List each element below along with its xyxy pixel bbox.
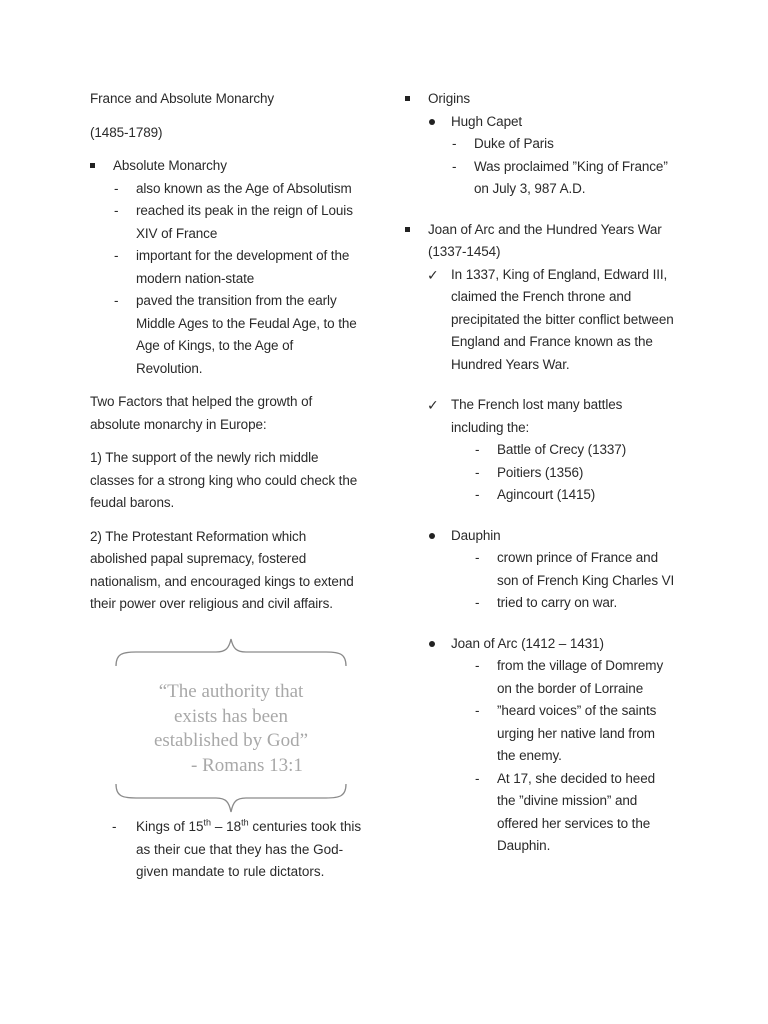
factor-two xyxy=(90,526,365,616)
bottom-brace-decoration xyxy=(112,782,350,816)
line: offered her services to the xyxy=(497,815,651,831)
line: their power over religious and civil affairs. xyxy=(90,596,333,611)
list-item xyxy=(90,816,365,884)
line: 2) The Protestant Reformation which xyxy=(90,528,307,544)
absolute-monarchy-heading xyxy=(90,155,365,178)
quote-source: - Romans 13:1 xyxy=(191,754,303,776)
dash-bullet: - xyxy=(114,180,119,196)
line: Poitiers (1356) xyxy=(497,464,584,480)
list-item xyxy=(405,592,695,615)
line: son of French King Charles VI xyxy=(497,572,675,588)
list-item xyxy=(405,547,695,592)
factors-intro xyxy=(90,391,365,436)
dash-bullet: - xyxy=(114,293,119,308)
line: claimed the French throne and xyxy=(451,289,632,304)
line: on the border of Lorraine xyxy=(497,680,644,696)
line: as their cue that they has the God- xyxy=(136,841,344,857)
line: on July 3, 987 A.D. xyxy=(474,181,586,196)
date-range: (1485-1789) xyxy=(90,124,163,140)
list-item xyxy=(405,156,695,201)
dash-bullet: - xyxy=(475,770,480,786)
line: Two Factors that helped the growth of xyxy=(90,394,313,409)
text-run: Kings of 15 xyxy=(136,819,204,834)
dash-bullet: - xyxy=(452,158,457,174)
text-run: – 18 xyxy=(211,819,242,834)
heading-text: Absolute Monarchy xyxy=(113,158,227,173)
line: At 17, she decided to heed xyxy=(497,770,656,786)
list-item xyxy=(405,768,695,858)
list-item xyxy=(90,245,365,290)
dash-bullet: - xyxy=(475,442,480,457)
line: paved the transition from the early xyxy=(136,293,337,308)
list-item xyxy=(405,484,695,507)
dash-bullet: - xyxy=(475,487,480,502)
item-text: Joan of Arc (1412 – 1431) xyxy=(451,635,604,651)
line: ”heard voices” of the saints xyxy=(497,703,657,718)
left-column xyxy=(90,88,365,616)
page-title: France and Absolute Monarchy xyxy=(90,91,275,106)
list-item xyxy=(90,290,365,380)
superscript: th xyxy=(241,817,249,828)
line: including the: xyxy=(451,419,530,435)
quote-line: “The authority that xyxy=(158,681,304,702)
origins-heading xyxy=(405,88,695,111)
line: Dauphin. xyxy=(497,838,551,853)
line: absolute monarchy in Europe: xyxy=(90,416,267,432)
kings-note xyxy=(90,816,365,884)
list-item xyxy=(90,178,365,201)
line: Middle Ages to the Feudal Age, to the xyxy=(136,315,357,331)
dash-bullet: - xyxy=(452,136,457,151)
line: XIV of France xyxy=(136,225,218,241)
line: Was proclaimed ”King of France” xyxy=(474,158,668,174)
line: important for the development of the xyxy=(136,248,350,263)
line: precipitated the bitter conflict between xyxy=(451,311,674,327)
line: In 1337, King of England, Edward III, xyxy=(451,266,668,282)
line: urging her native land from xyxy=(497,725,655,741)
joan-war-heading xyxy=(405,219,695,264)
line: crown prince of France and xyxy=(497,550,658,565)
list-item xyxy=(90,200,365,245)
factor-one xyxy=(90,447,365,515)
line: Age of Kings, to the Age of xyxy=(136,338,294,353)
dash-bullet: - xyxy=(475,550,480,565)
line: England and France known as the xyxy=(451,334,653,349)
line: feudal barons. xyxy=(90,495,175,510)
line: tried to carry on war. xyxy=(497,595,618,610)
right-column xyxy=(405,88,695,858)
quote-line: exists has been xyxy=(174,705,288,727)
line: nationalism, and encouraged kings to extend xyxy=(90,573,354,589)
line: from the village of Domremy xyxy=(497,658,664,673)
quote-text xyxy=(112,680,350,778)
bible-quote xyxy=(112,636,350,820)
line: Agincourt (1415) xyxy=(497,487,596,502)
line: (1337-1454) xyxy=(428,244,501,259)
line: given mandate to rule dictators. xyxy=(136,864,325,879)
line: the ”divine mission” and xyxy=(497,793,638,808)
joan-of-arc-item xyxy=(405,633,695,656)
dash-bullet: - xyxy=(475,658,480,673)
line: Battle of Crecy (1337) xyxy=(497,442,627,457)
checkmark-icon: ✓ xyxy=(427,397,439,413)
dash-bullet: - xyxy=(475,595,480,610)
dash-bullet: - xyxy=(112,819,117,834)
list-item xyxy=(405,133,695,156)
text-run: centuries took this xyxy=(248,819,362,834)
dauphin-item xyxy=(405,525,695,548)
line: the enemy. xyxy=(497,748,562,763)
item-text: Dauphin xyxy=(451,527,501,543)
list-item xyxy=(405,655,695,700)
dash-bullet: - xyxy=(114,248,119,263)
check-item xyxy=(405,394,695,439)
line: abolished papal supremacy, fostered xyxy=(90,551,307,566)
check-item xyxy=(405,264,695,377)
item-text: Hugh Capet xyxy=(451,113,523,129)
dash-bullet: - xyxy=(475,464,480,480)
line: classes for a strong king who could check the xyxy=(90,472,358,488)
line: The French lost many battles xyxy=(451,397,623,412)
list-item xyxy=(405,462,695,485)
line: 1) The support of the newly rich middle xyxy=(90,450,319,465)
line: reached its peak in the reign of Louis xyxy=(136,203,353,218)
dash-bullet: - xyxy=(114,203,119,218)
line: Hundred Years War. xyxy=(451,356,570,372)
list-item xyxy=(405,700,695,768)
checkmark-icon: ✓ xyxy=(427,266,439,283)
superscript: th xyxy=(203,817,212,828)
line: Revolution. xyxy=(136,360,203,376)
quote-line: established by God” xyxy=(153,730,309,751)
line xyxy=(136,816,365,839)
line: modern nation-state xyxy=(136,270,255,286)
dash-bullet: - xyxy=(475,703,480,718)
hugh-capet-item xyxy=(405,111,695,134)
list-item xyxy=(405,439,695,462)
heading-text: Origins xyxy=(428,91,471,106)
top-brace-decoration xyxy=(112,636,350,668)
line: Duke of Paris xyxy=(474,136,554,151)
line: Joan of Arc and the Hundred Years War xyxy=(428,221,662,237)
line: also known as the Age of Absolutism xyxy=(136,180,352,196)
